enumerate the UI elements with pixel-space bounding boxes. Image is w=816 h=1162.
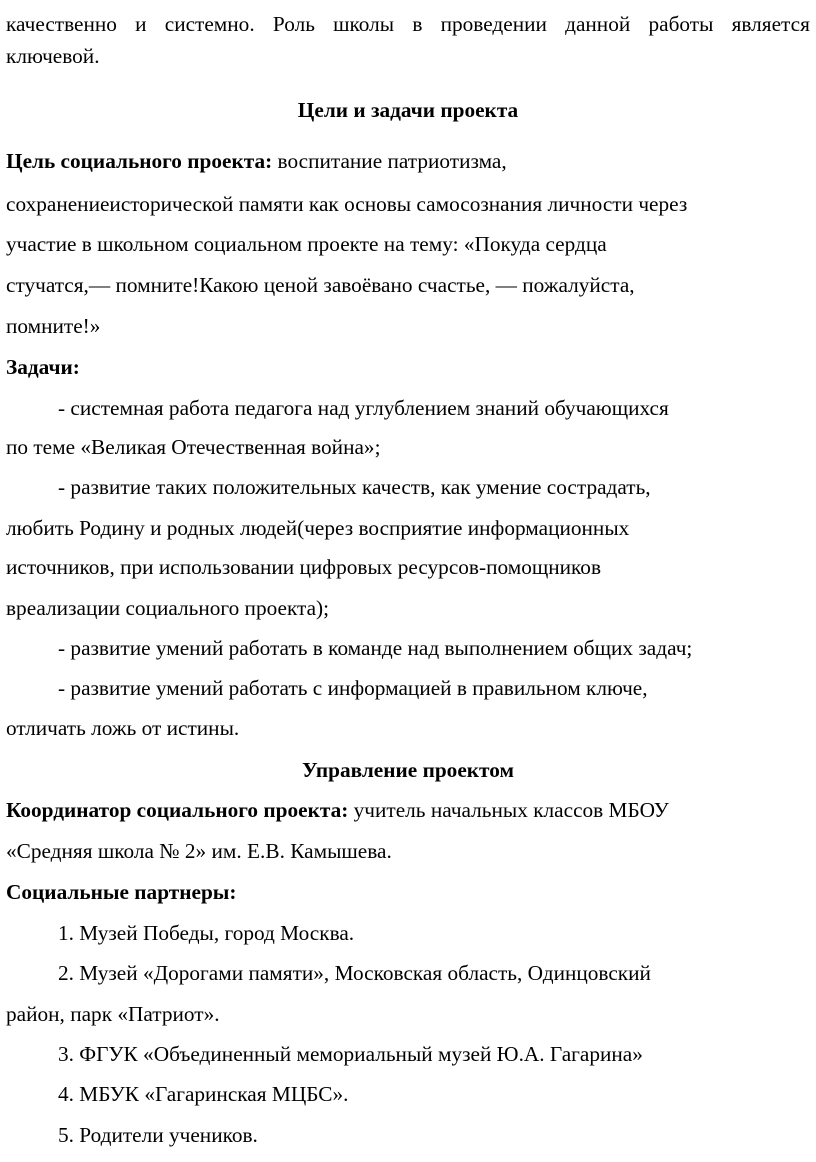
task-2-line-2: любить Родину и родных людей(через восприятие информационных: [6, 516, 630, 540]
task-4-line-2: отличать ложь от истины.: [6, 716, 240, 740]
intro-word: и: [135, 12, 147, 36]
partner-3: 3. ФГУК «Объединенный мемориальный музей Ю.А. Гагарина»: [58, 1042, 643, 1066]
intro-word: работы: [648, 12, 714, 36]
intro-word: системно.: [164, 12, 255, 36]
task-2-line-1: - развитие таких положительных качеств, как умение сострадать,: [58, 475, 651, 499]
partner-2-line-1: 2. Музей «Дорогами памяти», Московская область, Одинцовский: [58, 961, 651, 985]
coordinator-line-2: «Средняя школа № 2» им. Е.В. Камышева.: [6, 839, 392, 863]
management-heading: Управление проектом: [301, 758, 514, 782]
partner-1: 1. Музей Победы, город Москва.: [58, 921, 355, 945]
partner-5: 5. Родители учеников.: [58, 1123, 258, 1147]
intro-word: качественно: [6, 12, 117, 36]
goals-heading: Цели и задачи проекта: [297, 98, 519, 122]
goal-line-3: участие в школьном социальном проекте на тему: «Покуда сердца: [6, 232, 607, 256]
task-2-line-4: вреализации социального проекта);: [6, 596, 330, 620]
goal-text: воспитание патриотизма,: [272, 149, 507, 173]
task-4-line-1: - развитие умений работать с информацией в правильном ключе,: [58, 676, 648, 700]
intro-word: в: [412, 12, 423, 36]
task-3-line-1: - развитие умений работать в команде над выполнением общих задач;: [58, 636, 693, 660]
goal-line-4: стучатся,— помните!Какою ценой завоёвано счастье, — пожалуйста,: [6, 273, 635, 297]
partner-2-line-2: район, парк «Патриот».: [6, 1002, 220, 1026]
intro-word: данной: [565, 12, 631, 36]
intro-word: Роль: [272, 12, 315, 36]
task-1-line-1: - системная работа педагога над углублением знаний обучающихся: [58, 396, 669, 420]
tasks-label: Задачи:: [6, 355, 80, 379]
goal-line-2: сохранениеисторической памяти как основы самосознания личности через: [6, 192, 688, 216]
goal-label: Цель социального проекта:: [6, 149, 273, 173]
partners-label: Социальные партнеры:: [6, 880, 237, 904]
intro-line-2: ключевой.: [6, 44, 100, 68]
intro-word: является: [731, 12, 810, 36]
intro-word: школы: [333, 12, 395, 36]
goal-line-5: помните!»: [6, 314, 101, 338]
coordinator-text: учитель начальных классов МБОУ: [348, 798, 669, 822]
intro-line-1: [6, 14, 810, 35]
coordinator-line-1: [6, 800, 669, 821]
intro-word: проведении: [440, 12, 547, 36]
goal-line-1: [6, 151, 507, 172]
coordinator-label: Координатор социального проекта:: [6, 798, 349, 822]
task-2-line-3: источников, при использовании цифровых ресурсов-помощников: [6, 555, 602, 579]
partner-4: 4. МБУК «Гагаринская МЦБС».: [58, 1082, 349, 1106]
task-1-line-2: по теме «Великая Отечественная война»;: [6, 435, 381, 459]
